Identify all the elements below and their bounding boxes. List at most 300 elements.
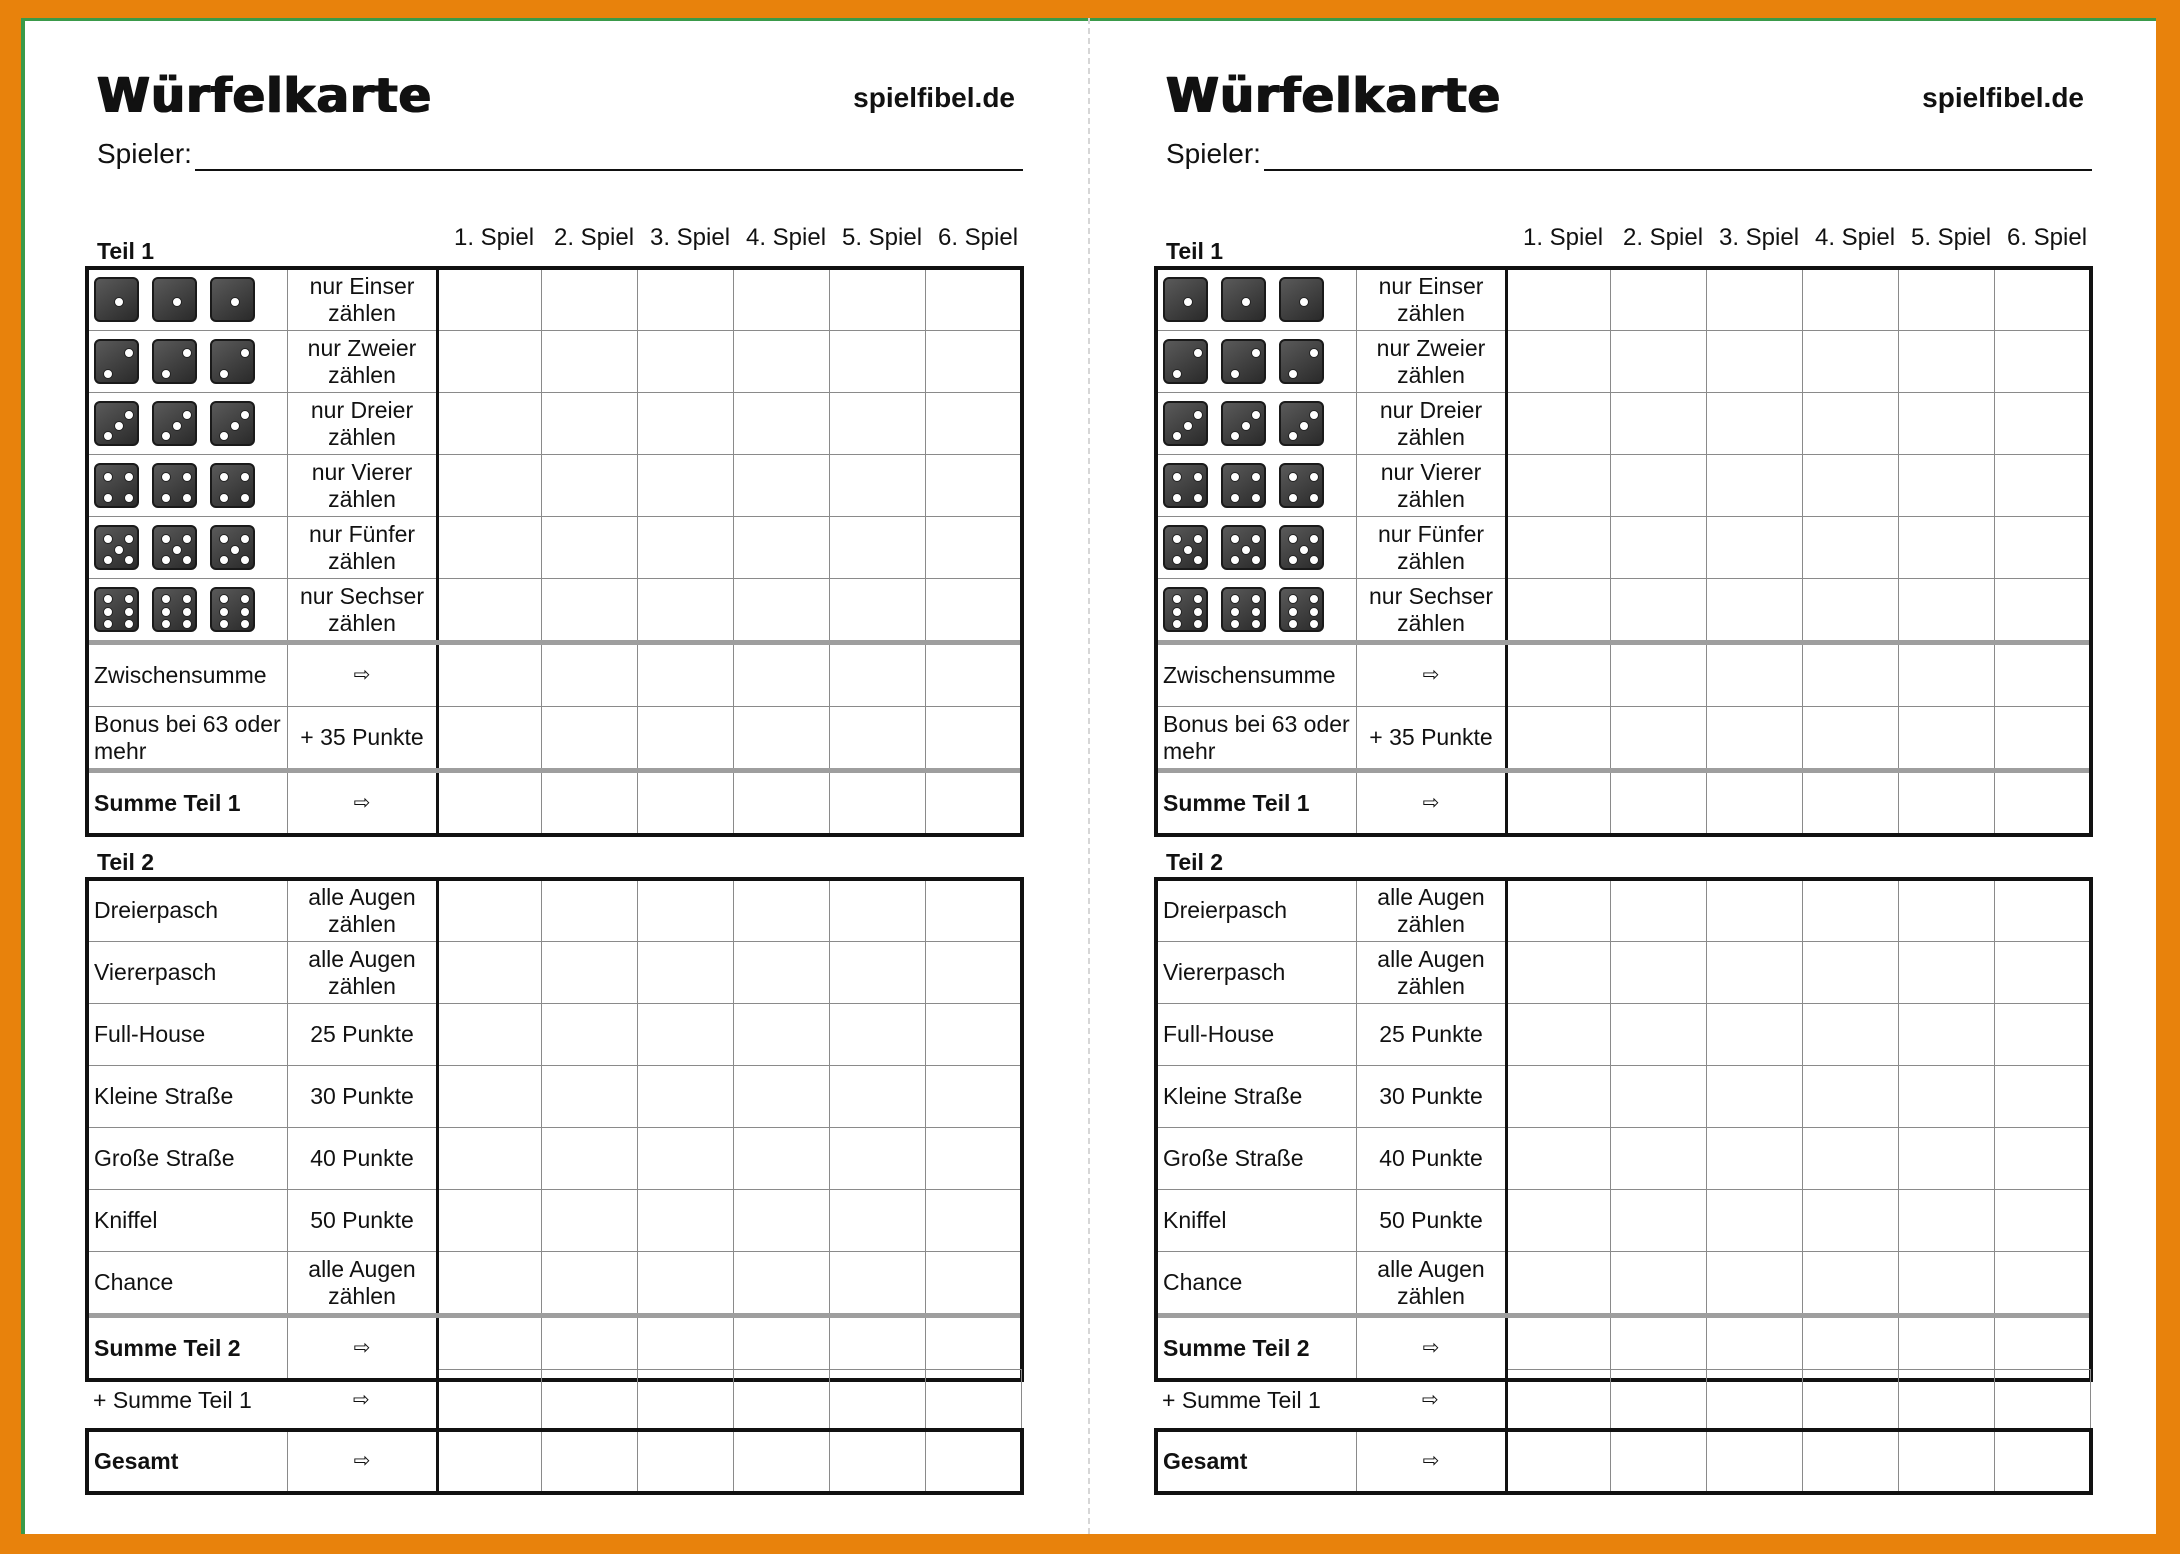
table-row: [88, 771, 1022, 835]
row-label: Große Straße: [88, 1128, 288, 1190]
row-label: Große Straße: [1157, 1128, 1357, 1190]
score-cell[interactable]: [830, 517, 926, 579]
score-cell[interactable]: [830, 331, 926, 393]
score-cell[interactable]: [1899, 579, 1995, 643]
score-cell[interactable]: [438, 1252, 542, 1316]
player-name-field[interactable]: [1264, 169, 2092, 171]
score-cell[interactable]: [926, 455, 1022, 517]
score-cell[interactable]: [1707, 393, 1803, 455]
score-cell[interactable]: [1803, 579, 1899, 643]
score-cell[interactable]: [1507, 1066, 1611, 1128]
score-cell[interactable]: [830, 942, 926, 1004]
score-cell[interactable]: [542, 517, 638, 579]
score-cell[interactable]: [638, 269, 734, 331]
score-cell[interactable]: [926, 1431, 1022, 1493]
score-cell[interactable]: [1507, 1431, 1611, 1493]
arrow-icon: ⇨: [288, 1316, 438, 1380]
row-label: Kniffel: [88, 1190, 288, 1252]
score-cell[interactable]: [1507, 1190, 1611, 1252]
score-cell[interactable]: [1611, 942, 1707, 1004]
score-cell[interactable]: [1611, 517, 1707, 579]
gesamt-table: [1156, 1430, 2091, 1493]
table-row: [1157, 269, 2091, 331]
score-cell[interactable]: [1507, 643, 1611, 707]
score-cell[interactable]: [1899, 1431, 1995, 1493]
score-cell[interactable]: [1995, 880, 2091, 942]
score-cell[interactable]: [1707, 1066, 1803, 1128]
score-cell[interactable]: [1803, 707, 1899, 771]
score-cell[interactable]: [1899, 331, 1995, 393]
card-title: Würfelkarte: [1166, 68, 1502, 124]
score-cell[interactable]: [1899, 643, 1995, 707]
score-cell[interactable]: [1707, 771, 1803, 835]
score-cell[interactable]: [1803, 1066, 1899, 1128]
score-cell[interactable]: [1995, 1066, 2091, 1128]
score-cell[interactable]: [830, 269, 926, 331]
score-cell[interactable]: [1994, 1370, 2090, 1432]
score-cell[interactable]: [734, 1004, 830, 1066]
score-cell[interactable]: [1899, 1190, 1995, 1252]
score-cell[interactable]: [1507, 517, 1611, 579]
score-cell[interactable]: [925, 1370, 1021, 1432]
score-cell[interactable]: [637, 1370, 733, 1432]
teil2-table: [87, 879, 1022, 1380]
score-cell[interactable]: [1802, 1370, 1898, 1432]
score-cell[interactable]: [542, 579, 638, 643]
score-cell[interactable]: [734, 269, 830, 331]
score-cell[interactable]: [541, 1370, 637, 1432]
score-cell[interactable]: [1803, 771, 1899, 835]
die-pip: [124, 607, 134, 617]
score-cell[interactable]: [438, 1431, 542, 1493]
arrow-icon: ⇨: [288, 1431, 438, 1493]
score-cell[interactable]: [1898, 1370, 1994, 1432]
score-cell[interactable]: [1803, 1190, 1899, 1252]
dice-group: [1163, 463, 1356, 508]
score-cell[interactable]: [1706, 1370, 1802, 1432]
die-icon: [1279, 587, 1324, 632]
score-cell[interactable]: [1507, 1004, 1611, 1066]
score-cell[interactable]: [438, 1004, 542, 1066]
score-cell[interactable]: [1707, 1431, 1803, 1493]
row-label: Summe Teil 1: [88, 771, 288, 835]
row-description: alle Augen zählen: [1357, 880, 1507, 942]
die-pip: [1251, 594, 1261, 604]
score-cell[interactable]: [542, 455, 638, 517]
score-cell[interactable]: [1707, 269, 1803, 331]
score-cell[interactable]: [733, 1370, 829, 1432]
score-cell[interactable]: [926, 517, 1022, 579]
score-cell[interactable]: [734, 331, 830, 393]
dice-cell: [88, 393, 288, 455]
die-pip: [1309, 534, 1319, 544]
score-cell[interactable]: [734, 1190, 830, 1252]
score-cell[interactable]: [1611, 707, 1707, 771]
score-cell[interactable]: [1899, 942, 1995, 1004]
score-cell[interactable]: [1611, 643, 1707, 707]
table-row: [88, 942, 1022, 1004]
die-pip: [103, 594, 113, 604]
die-pip: [161, 472, 171, 482]
score-cell[interactable]: [542, 880, 638, 942]
dice-cell: [88, 455, 288, 517]
die-pip: [219, 555, 229, 565]
score-cell[interactable]: [1610, 1370, 1706, 1432]
die-pip: [1288, 534, 1298, 544]
score-cell[interactable]: [638, 1128, 734, 1190]
row-label: + Summe Teil 1: [93, 1387, 252, 1413]
score-cell[interactable]: [1899, 517, 1995, 579]
die-pip: [103, 534, 113, 544]
score-cell[interactable]: [1611, 1431, 1707, 1493]
die-pip: [103, 431, 113, 441]
die-pip: [182, 607, 192, 617]
score-cell[interactable]: [1995, 393, 2091, 455]
die-icon: [210, 401, 255, 446]
score-cell[interactable]: [830, 393, 926, 455]
score-cell[interactable]: [926, 393, 1022, 455]
score-cell[interactable]: [1707, 942, 1803, 1004]
score-cell[interactable]: [830, 1128, 926, 1190]
die-pip: [1309, 555, 1319, 565]
score-cell[interactable]: [926, 643, 1022, 707]
table-row: [1157, 455, 2091, 517]
score-cell[interactable]: [734, 579, 830, 643]
score-cell[interactable]: [1707, 517, 1803, 579]
die-pip: [1183, 421, 1193, 431]
score-cell[interactable]: [734, 880, 830, 942]
score-cell[interactable]: [638, 880, 734, 942]
score-cell[interactable]: [830, 1252, 926, 1316]
score-cell[interactable]: [1995, 455, 2091, 517]
score-cell[interactable]: [1995, 771, 2091, 835]
score-cell[interactable]: [1899, 1066, 1995, 1128]
score-cell[interactable]: [638, 707, 734, 771]
score-cell[interactable]: [1611, 1004, 1707, 1066]
score-cell[interactable]: [1803, 1004, 1899, 1066]
score-cell[interactable]: [1995, 643, 2091, 707]
score-cell[interactable]: [1803, 942, 1899, 1004]
score-cell[interactable]: [438, 1066, 542, 1128]
score-cell[interactable]: [638, 1066, 734, 1128]
score-cell[interactable]: [1507, 455, 1611, 517]
score-cell[interactable]: [1611, 579, 1707, 643]
score-cell[interactable]: [542, 942, 638, 1004]
score-cell[interactable]: [1899, 771, 1995, 835]
score-cell[interactable]: [542, 707, 638, 771]
score-cell[interactable]: [1707, 331, 1803, 393]
die-pip: [161, 555, 171, 565]
score-cell[interactable]: [542, 1252, 638, 1316]
die-icon: [1221, 525, 1266, 570]
die-pip: [161, 594, 171, 604]
table-row: [1157, 643, 2091, 707]
die-pip: [1193, 493, 1203, 503]
score-cell[interactable]: [1995, 1431, 2091, 1493]
score-cell[interactable]: [1995, 1190, 2091, 1252]
die-pip: [161, 493, 171, 503]
die-icon: [1279, 277, 1324, 322]
score-cell[interactable]: [1899, 269, 1995, 331]
die-pip: [1309, 607, 1319, 617]
dice-cell: [88, 517, 288, 579]
score-cell[interactable]: [1507, 269, 1611, 331]
score-cell[interactable]: [1995, 269, 2091, 331]
score-cell[interactable]: [542, 643, 638, 707]
score-cell[interactable]: [542, 771, 638, 835]
table-row: [1157, 1252, 2091, 1316]
score-cell[interactable]: [1899, 393, 1995, 455]
score-cell[interactable]: [1995, 942, 2091, 1004]
summe-teil1-table: [1156, 1369, 2091, 1432]
score-cell[interactable]: [734, 393, 830, 455]
score-cell[interactable]: [542, 1190, 638, 1252]
die-pip: [1251, 619, 1261, 629]
score-cell[interactable]: [1707, 1128, 1803, 1190]
row-label: Viererpasch: [88, 942, 288, 1004]
die-pip: [103, 493, 113, 503]
score-cell[interactable]: [734, 517, 830, 579]
score-cell[interactable]: [1707, 579, 1803, 643]
score-cell[interactable]: [438, 1190, 542, 1252]
score-cell[interactable]: [1803, 517, 1899, 579]
score-cell[interactable]: [1803, 269, 1899, 331]
score-cell[interactable]: [1995, 517, 2091, 579]
table-row: [88, 455, 1022, 517]
score-cell[interactable]: [926, 707, 1022, 771]
die-icon: [94, 277, 139, 322]
die-icon: [1163, 339, 1208, 384]
die-pip: [1230, 369, 1240, 379]
row-description: 25 Punkte: [288, 1004, 438, 1066]
score-cell[interactable]: [1803, 1431, 1899, 1493]
die-pip: [1241, 545, 1251, 555]
score-cell[interactable]: [638, 393, 734, 455]
score-cell[interactable]: [926, 1004, 1022, 1066]
die-pip: [1172, 619, 1182, 629]
row-label: Full-House: [88, 1004, 288, 1066]
score-cell[interactable]: [437, 1370, 541, 1432]
score-cell[interactable]: [1803, 1252, 1899, 1316]
game-header: 5. Spiel: [1910, 224, 1992, 251]
score-cell[interactable]: [1611, 771, 1707, 835]
die-icon: [94, 587, 139, 632]
score-cell[interactable]: [638, 455, 734, 517]
score-cell[interactable]: [926, 269, 1022, 331]
score-cell[interactable]: [1899, 1004, 1995, 1066]
score-cell[interactable]: [1707, 1252, 1803, 1316]
score-cell[interactable]: [830, 1190, 926, 1252]
score-cell[interactable]: [1995, 1128, 2091, 1190]
score-cell[interactable]: [438, 517, 542, 579]
score-cell[interactable]: [1506, 1370, 1610, 1432]
table-row: [88, 643, 1022, 707]
score-cell[interactable]: [1803, 643, 1899, 707]
score-cell[interactable]: [1803, 1128, 1899, 1190]
score-cell[interactable]: [926, 1190, 1022, 1252]
score-cell[interactable]: [1995, 331, 2091, 393]
score-cell[interactable]: [926, 880, 1022, 942]
score-cell[interactable]: [1803, 880, 1899, 942]
row-label: Viererpasch: [1157, 942, 1357, 1004]
score-cell[interactable]: [438, 880, 542, 942]
die-pip: [1172, 369, 1182, 379]
score-cell[interactable]: [926, 579, 1022, 643]
score-cell[interactable]: [1611, 1252, 1707, 1316]
score-cell[interactable]: [734, 455, 830, 517]
score-cell[interactable]: [1995, 579, 2091, 643]
score-cell[interactable]: [926, 1066, 1022, 1128]
score-cell[interactable]: [734, 1128, 830, 1190]
score-cell[interactable]: [542, 1066, 638, 1128]
score-cell[interactable]: [1995, 707, 2091, 771]
die-icon: [152, 277, 197, 322]
die-pip: [1251, 534, 1261, 544]
die-pip: [1288, 369, 1298, 379]
score-cell[interactable]: [638, 331, 734, 393]
dice-cell: [1157, 517, 1357, 579]
score-cell[interactable]: [1507, 942, 1611, 1004]
score-cell[interactable]: [1995, 1252, 2091, 1316]
player-name-field[interactable]: [195, 169, 1023, 171]
score-cell[interactable]: [1803, 393, 1899, 455]
score-cell[interactable]: [1507, 1252, 1611, 1316]
dice-group: [94, 525, 287, 570]
die-pip: [161, 369, 171, 379]
score-cell[interactable]: [926, 1252, 1022, 1316]
score-cell[interactable]: [1803, 455, 1899, 517]
score-cell[interactable]: [638, 579, 734, 643]
score-cell[interactable]: [438, 942, 542, 1004]
die-pip: [219, 619, 229, 629]
score-cell[interactable]: [438, 1128, 542, 1190]
die-pip: [1288, 472, 1298, 482]
score-cell[interactable]: [926, 771, 1022, 835]
score-cell[interactable]: [830, 771, 926, 835]
die-pip: [172, 421, 182, 431]
score-cell[interactable]: [542, 1128, 638, 1190]
dice-cell: [88, 269, 288, 331]
score-cell[interactable]: [638, 517, 734, 579]
score-cell[interactable]: [638, 1190, 734, 1252]
score-cell[interactable]: [438, 455, 542, 517]
score-cell[interactable]: [1707, 1190, 1803, 1252]
score-cell[interactable]: [638, 1431, 734, 1493]
score-cell[interactable]: [438, 643, 542, 707]
die-icon: [94, 525, 139, 570]
score-cell[interactable]: [1507, 707, 1611, 771]
score-cell[interactable]: [542, 269, 638, 331]
score-cell[interactable]: [438, 707, 542, 771]
score-cell[interactable]: [734, 1431, 830, 1493]
score-cell[interactable]: [1995, 1004, 2091, 1066]
score-cell[interactable]: [1611, 880, 1707, 942]
score-cell[interactable]: [830, 707, 926, 771]
score-cell[interactable]: [638, 1252, 734, 1316]
score-cell[interactable]: [1507, 1128, 1611, 1190]
die-pip: [240, 410, 250, 420]
score-cell[interactable]: [1899, 455, 1995, 517]
score-cell[interactable]: [638, 1004, 734, 1066]
score-cell[interactable]: [830, 579, 926, 643]
score-cell[interactable]: [1707, 707, 1803, 771]
score-cell[interactable]: [1899, 1252, 1995, 1316]
score-cell[interactable]: [438, 771, 542, 835]
score-cell[interactable]: [734, 707, 830, 771]
score-cell[interactable]: [1611, 1066, 1707, 1128]
die-pip: [161, 607, 171, 617]
score-cell[interactable]: [1507, 393, 1611, 455]
score-cell[interactable]: [1611, 455, 1707, 517]
score-cell[interactable]: [829, 1370, 925, 1432]
score-cell[interactable]: [830, 1004, 926, 1066]
score-cell[interactable]: [542, 331, 638, 393]
die-pip: [1193, 607, 1203, 617]
score-cell[interactable]: [638, 643, 734, 707]
score-cell[interactable]: [542, 1431, 638, 1493]
score-cell[interactable]: [1507, 771, 1611, 835]
score-cell[interactable]: [1707, 455, 1803, 517]
score-cell[interactable]: [1707, 880, 1803, 942]
score-cell[interactable]: [438, 579, 542, 643]
die-pip: [1309, 472, 1319, 482]
score-cell[interactable]: [734, 1252, 830, 1316]
score-cell[interactable]: [734, 771, 830, 835]
score-cell[interactable]: [734, 942, 830, 1004]
score-cell[interactable]: [830, 1066, 926, 1128]
score-cell[interactable]: [438, 393, 542, 455]
score-cell[interactable]: [1507, 579, 1611, 643]
score-cell[interactable]: [926, 331, 1022, 393]
score-cell[interactable]: [1611, 1128, 1707, 1190]
score-cell[interactable]: [1611, 331, 1707, 393]
dice-group: [1163, 339, 1356, 384]
score-cell[interactable]: [734, 643, 830, 707]
score-cell[interactable]: [734, 1066, 830, 1128]
score-cell[interactable]: [638, 771, 734, 835]
die-pip: [1309, 594, 1319, 604]
score-cell[interactable]: [1899, 1128, 1995, 1190]
score-cell[interactable]: [1507, 331, 1611, 393]
score-cell[interactable]: [638, 942, 734, 1004]
score-cell[interactable]: [830, 880, 926, 942]
score-cell[interactable]: [1507, 880, 1611, 942]
score-cell[interactable]: [830, 1431, 926, 1493]
score-cell[interactable]: [926, 942, 1022, 1004]
dice-cell: [1157, 269, 1357, 331]
die-pip: [240, 555, 250, 565]
score-cell[interactable]: [1899, 707, 1995, 771]
score-cell[interactable]: [1611, 393, 1707, 455]
teil2-label: Teil 2: [1166, 849, 1224, 875]
score-cell[interactable]: [1611, 1190, 1707, 1252]
score-cell[interactable]: [830, 455, 926, 517]
score-cell[interactable]: [1707, 1004, 1803, 1066]
score-cell[interactable]: [1899, 880, 1995, 942]
score-cell[interactable]: [1611, 269, 1707, 331]
score-cell[interactable]: [542, 393, 638, 455]
row-label: Bonus bei 63 oder mehr: [88, 707, 288, 771]
score-cell[interactable]: [830, 643, 926, 707]
score-cell[interactable]: [926, 1128, 1022, 1190]
score-cell[interactable]: [1707, 643, 1803, 707]
score-cell[interactable]: [1803, 331, 1899, 393]
row-description: alle Augen zählen: [1357, 1252, 1507, 1316]
score-cell[interactable]: [542, 1004, 638, 1066]
score-cell[interactable]: [438, 269, 542, 331]
table-row: [88, 1128, 1022, 1190]
score-cell[interactable]: [438, 331, 542, 393]
